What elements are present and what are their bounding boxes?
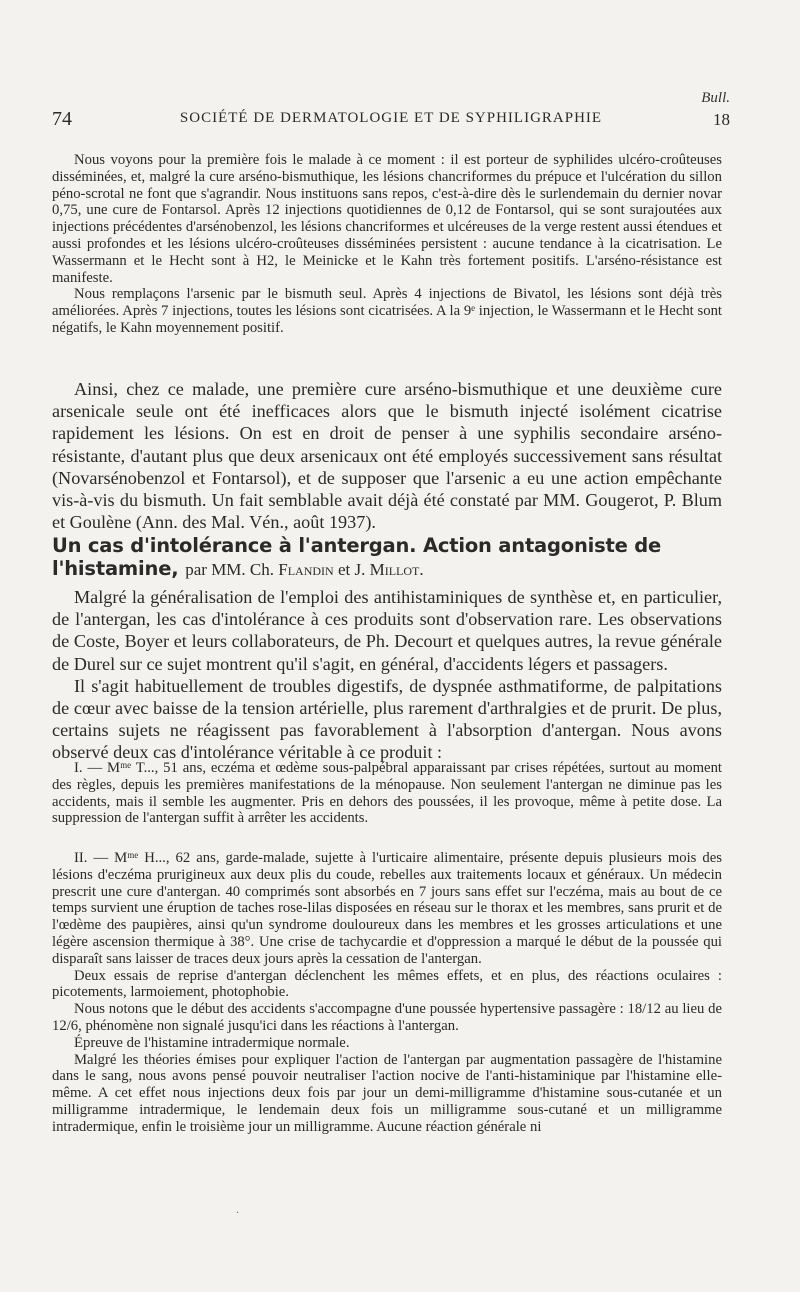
paragraph: Épreuve de l'histamine intradermique normale.: [74, 1034, 350, 1051]
introduction-block: [52, 586, 722, 764]
author-name: Flandin: [278, 560, 334, 579]
stray-mark: ·: [236, 1208, 240, 1219]
observation-2: [52, 850, 722, 1136]
conclusion-block: [52, 378, 722, 533]
paragraph: Ainsi, chez ce malade, une première cure arséno-bismuthique et une deuxième cure arsenicale seule ont été inefficaces alors que le bismuth injecté isolément cicatrise rapidement les lésions. On est en droit de penser à une syphilis secondaire arséno-résistante, d'autant plus que deux arsenicaux ont été employés successivement sans résultat (Novarsénobenzol et Fontarsol), et de supposer que l'arsenic a eu une action empêchante vis-à-vis du bismuth. Un fait semblable avait déjà été constaté par MM. Gougerot, P. Blum et Goulène (Ann. des Mal. Vén., août 1937).: [52, 379, 722, 533]
paragraph: Deux essais de reprise d'antergan déclenchent les mêmes effets, et en plus, des réactions oculaires : picotements, larmoiement, photophobie.: [52, 967, 722, 1001]
volume-number: 18: [713, 110, 730, 129]
article-title: [52, 534, 724, 581]
paragraph: I. — Mᵐᵉ T..., 51 ans, eczéma et œdème sous-palpébral apparaissant par crises répétées, surtout au moment des règles, depuis les premières manifestations de la ménopause. Non seulement l'antergan ne diminue pas les accidents, mais il semble les augmenter. Pris en dehors des poussées, il les provoque, même à petite dose. La suppression de l'antergan suffit à arrêter les accidents.: [52, 760, 722, 827]
observation-1: [52, 760, 722, 827]
running-head: [52, 90, 730, 132]
paragraph: Nous notons que le début des accidents s'accompagne d'une poussée hypertensive passagère : 18/12 au lieu de 12/6, phénomène non signalé jusqu'ici dans les réactions à l'antergan.: [52, 1001, 722, 1034]
paragraph: Nous voyons pour la première fois le malade à ce moment : il est porteur de syphilides ulcéro-croûteuses disséminées, et, malgré la cure arséno-bismuthique, les lésions chancriformes du prépuce et l'ulcération du sillon péno-scrotal ne font que s'agrandir. Nous instituons sans repos, c'est-à-dire dès le surlendemain du dernier novar 0,75, une cure de Fontarsol. Après 12 injections quotidiennes de 0,12 de Fontarsol, qui se sont surajoutées aux injections précédentes d'arsénobenzol, les lésions chancriformes et ulcéreuses de la verge restent aussi étendues et aussi profondes et les lésions ulcéro-croûteuses disséminées persistent : aucune tendance à la cicatrisation. Le Wassermann et le Hecht sont à H2, le Meinicke et le Kahn très fortement positifs. L'arséno-résistance est manifeste.: [52, 152, 722, 286]
page-number: 74: [52, 108, 72, 130]
journal-title: SOCIÉTÉ DE DERMATOLOGIE ET DE SYPHILIGRAPHIE: [179, 110, 603, 126]
case-report-block: [52, 152, 722, 337]
author-name: Millot.: [369, 560, 424, 579]
paragraph: Nous remplaçons l'arsenic par le bismuth seul. Après 4 injections de Bivatol, les lésions sont déjà très améliorées. Après 7 injections, toutes les lésions sont cicatrisées. A la 9ᵉ injection, le Wassermann et le Hecht sont négatifs, le Kahn moyennement positif.: [52, 286, 722, 336]
bull-note: Bull.: [701, 90, 730, 106]
paragraph: Malgré les théories émises pour expliquer l'action de l'antergan par augmentation passagère de l'histamine dans le sang, nous avons pensé pouvoir neutraliser l'action nocive de l'anti-histaminique par l'histamine elle-même. A cet effet nous injections deux fois par jour un demi-milligramme d'histamine sous-cutanée et un milligramme intradermique, le lendemain deux fois un milligramme sous-cutané et un milligramme intradermique, enfin le troisième jour un milligramme. Aucune réaction générale ni: [52, 1051, 722, 1135]
paragraph: Malgré la généralisation de l'emploi des antihistaminiques de synthèse et, en particulier, de l'antergan, les cas d'intolérance à ces produits sont d'observation rare. Les observations de Coste, Boyer et leurs collaborateurs, de Ph. Decourt et quelques autres, la revue générale de Durel sur ce sujet montrent qu'il s'agit, en général, d'accidents légers et passagers.: [52, 587, 722, 674]
paragraph: Il s'agit habituellement de troubles digestifs, de dyspnée asthmatiforme, de palpitations de cœur avec baisse de la tension artérielle, plus rarement d'arthralgies et de prurit. De plus, certains sujets ne réagissent pas favorablement à l'absorption d'antergan. Nous avons observé deux cas d'intolérance véritable à ce produit :: [52, 675, 722, 763]
byline: par MM. Ch. Flandin et J. Millot.: [185, 560, 424, 579]
paragraph: II. — Mᵐᵉ H..., 62 ans, garde-malade, sujette à l'urticaire alimentaire, présente depuis plusieurs mois des lésions d'eczéma prurigineux aux deux plis du coude, rebelles aux traitements locaux et généraux. Un médecin prescrit une cure d'antergan. 40 comprimés sont absorbés en 7 jours sans effet sur l'eczéma, mais au bout de ce temps survient une éruption de taches rose-lilas disposées en réseau sur le thorax et les membres, sans prurit et de l'œdème des paupières, ainsi qu'un syndrome douloureux dans les membres et les grosses articulations et une légère ascension thermique à 38°. Une crise de tachycardie et d'oppression a marqué le début de la poussée qui disparaît sans laisser de traces deux jours après la cessation de l'antergan.: [52, 850, 722, 967]
article-title-text: Un cas d'intolérance à l'antergan. Action antagoniste de l'histamine,: [52, 534, 662, 580]
